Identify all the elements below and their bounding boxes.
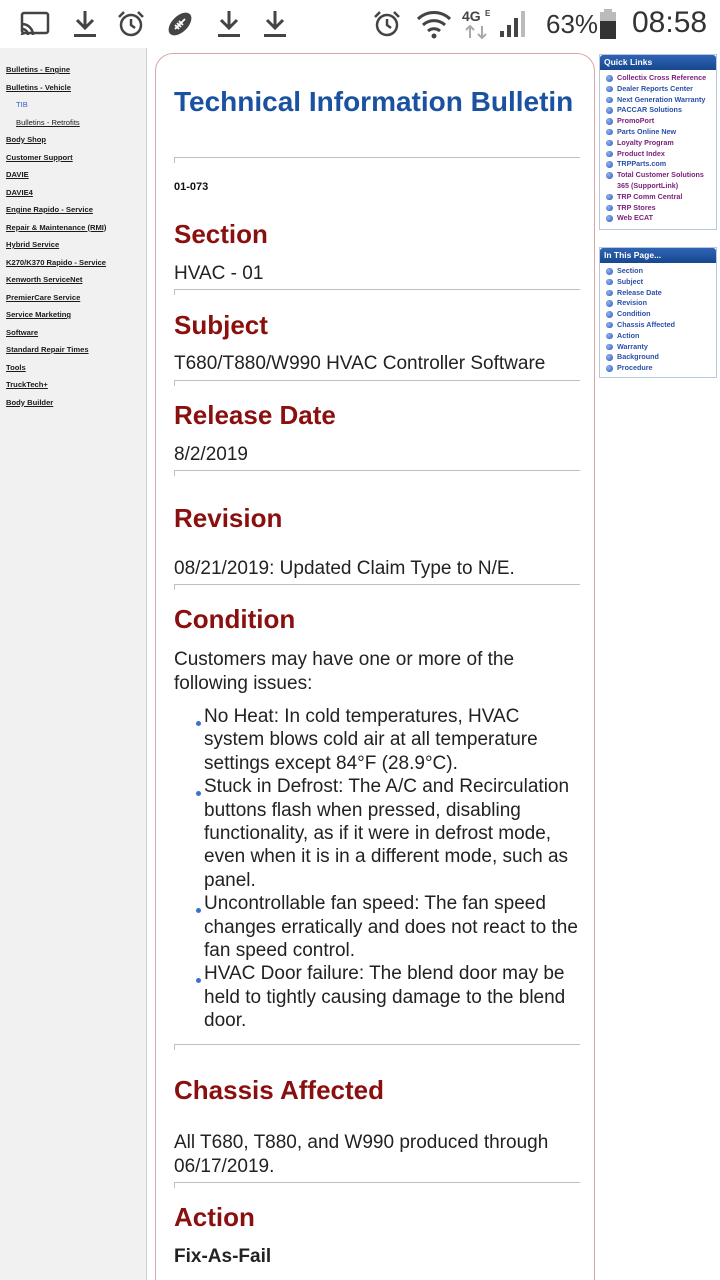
sidebar-item[interactable] (0, 223, 146, 241)
in-page-anchor-item[interactable] (604, 298, 714, 309)
in-page-anchor-link[interactable]: Condition (617, 309, 651, 319)
sidebar-link[interactable]: Bulletins - Retrofits (16, 117, 80, 127)
in-page-anchor-item[interactable] (604, 363, 714, 374)
bullet-icon (606, 300, 613, 307)
download-icon (262, 6, 288, 42)
in-page-anchor-link[interactable]: Chassis Affected (617, 319, 676, 329)
in-page-anchor-item[interactable] (604, 309, 714, 320)
quick-links-list (600, 70, 716, 228)
sidebar-link[interactable]: Customer Support (6, 152, 73, 162)
4g-icon (460, 6, 496, 42)
in-page-anchor-item[interactable] (604, 277, 714, 288)
divider (174, 1182, 580, 1188)
battery-percent: 63% (546, 9, 599, 39)
svg-text:E: E (485, 9, 491, 18)
bulletin-card (155, 53, 595, 1280)
quick-link-item[interactable] (604, 116, 714, 127)
download-icon (72, 6, 98, 42)
in-page-anchor-item[interactable] (604, 352, 714, 363)
signal-icon (498, 6, 528, 42)
condition-heading: Condition (174, 604, 296, 634)
sidebar-link[interactable]: Bulletins - Vehicle (6, 82, 71, 92)
quick-link-item[interactable] (604, 127, 714, 138)
condition-issue: Uncontrollable fan speed: The fan speed changes erratically and does not react to the fan speed control. (204, 892, 584, 962)
svg-text:4G: 4G (462, 8, 481, 24)
sidebar-link[interactable]: TruckTech+ (6, 380, 48, 389)
sidebar-item[interactable] (0, 83, 146, 101)
bullet-icon (606, 344, 613, 351)
quick-link[interactable]: PACCAR Solutions (617, 105, 682, 115)
quick-link-item[interactable] (604, 170, 714, 192)
quick-link-item[interactable] (604, 95, 714, 106)
action-heading: Action (174, 1202, 255, 1232)
football-icon (164, 6, 196, 42)
bullet-icon (606, 140, 613, 147)
condition-intro: Customers may have one or more of the following issues: (174, 649, 515, 694)
in-page-anchor-link[interactable]: Release Date (617, 287, 662, 297)
quick-link[interactable]: Parts Online New (617, 126, 677, 136)
sidebar-link[interactable]: Repair & Maintenance (RMI) (6, 222, 107, 232)
condition-issue-list (204, 705, 584, 1033)
release-date-value: 8/2/2019 (174, 444, 248, 465)
revision-heading: Revision (174, 503, 283, 533)
bullet-icon (606, 118, 613, 125)
quick-link[interactable]: Dealer Reports Center (617, 83, 693, 93)
bullet-icon (606, 354, 613, 361)
quick-link[interactable]: TRPParts.com (617, 159, 667, 169)
sidebar-item[interactable] (0, 398, 146, 416)
sidebar-link[interactable]: DAVIE (6, 170, 29, 179)
bullet-icon (606, 322, 613, 329)
sidebar-item[interactable] (0, 293, 146, 311)
bullet-icon (606, 205, 613, 212)
bullet-icon (606, 311, 613, 318)
quick-link[interactable]: Loyalty Program (617, 137, 674, 147)
quick-link-item[interactable] (604, 149, 714, 160)
sidebar-link[interactable]: Hybrid Service (6, 240, 60, 249)
in-page-anchor-link[interactable]: Revision (617, 298, 647, 308)
in-this-page-title: In This Page... (600, 248, 716, 263)
bullet-icon (606, 107, 613, 114)
bullet-icon (606, 172, 613, 179)
bullet-icon (606, 75, 613, 82)
cast-icon (20, 6, 50, 42)
bullet-icon (606, 86, 613, 93)
quick-link[interactable]: TRP Stores (617, 202, 656, 212)
sidebar-link[interactable]: K270/K370 Rapido - Service (6, 257, 107, 267)
sidebar-link[interactable]: Tools (6, 362, 26, 372)
sidebar-link[interactable]: Engine Rapido - Service (6, 205, 93, 214)
bullet-icon (606, 290, 613, 297)
sidebar-link[interactable]: Software (6, 327, 39, 337)
chassis-heading: Chassis Affected (174, 1075, 384, 1105)
sidebar-item[interactable] (0, 118, 146, 136)
page-title: Technical Information Bulletin (174, 86, 574, 117)
bullet-icon (606, 365, 613, 372)
divider (174, 157, 580, 163)
quick-link-item[interactable] (604, 84, 714, 95)
sidebar-link[interactable]: Body Shop (6, 135, 47, 144)
in-page-anchor-item[interactable] (604, 320, 714, 331)
in-page-anchor-item[interactable] (604, 331, 714, 342)
quick-links-panel (599, 54, 717, 230)
left-nav-list (0, 48, 146, 415)
sidebar-link[interactable]: PremierCare Service (6, 292, 81, 302)
quick-link[interactable]: Next Generation Warranty (617, 94, 706, 104)
sidebar-item[interactable] (0, 275, 146, 293)
sidebar-link[interactable]: Bulletins - Engine (6, 65, 71, 74)
quick-link-item[interactable] (604, 213, 714, 224)
quick-link-item[interactable] (604, 203, 714, 214)
sidebar-item[interactable] (0, 205, 146, 223)
quick-link-item[interactable] (604, 159, 714, 170)
alarm-icon (372, 6, 402, 42)
section-value: HVAC - 01 (174, 263, 264, 284)
in-this-page-panel (599, 247, 717, 378)
release-date-heading: Release Date (174, 400, 336, 430)
sidebar-item[interactable] (0, 135, 146, 153)
sidebar-link[interactable]: Body Builder (6, 397, 54, 407)
bullet-icon (606, 268, 613, 275)
sidebar-item[interactable] (0, 310, 146, 328)
in-page-anchor-link[interactable]: Subject (617, 276, 643, 286)
sidebar-link[interactable]: TIB (16, 100, 28, 109)
bullet-icon (606, 129, 613, 136)
left-nav-sidebar (0, 48, 147, 1280)
bullet-icon (606, 194, 613, 201)
quick-link[interactable]: TRP Comm Central (617, 191, 683, 201)
divider (174, 1044, 580, 1050)
bulletin-number: 01-073 (174, 181, 209, 193)
condition-issue: No Heat: In cold temperatures, HVAC system blows cold air at all temperature settings except 84°F (28.9°C). (204, 705, 584, 775)
wifi-icon (416, 6, 452, 42)
in-page-anchor-item[interactable] (604, 342, 714, 353)
condition-issue: Stuck in Defrost: The A/C and Recirculation buttons flash when pressed, disabling functionality, as if it were in defrost mode, even when it is in a different mode, such as panel. (204, 775, 584, 892)
sidebar-link[interactable]: Service Marketing (6, 310, 71, 319)
sidebar-item[interactable] (0, 328, 146, 346)
action-value: Fix-As-Fail (174, 1246, 272, 1267)
bullet-icon (606, 279, 613, 286)
in-page-anchor-link[interactable]: Action (617, 330, 640, 340)
divider (174, 584, 580, 590)
condition-issue: HVAC Door failure: The blend door may be held to tightly causing damage to the blend door. (204, 962, 584, 1032)
sidebar-item[interactable] (0, 240, 146, 258)
quick-link-item[interactable] (604, 192, 714, 203)
sidebar-link[interactable]: Kenworth ServiceNet (6, 275, 83, 284)
battery-icon (598, 6, 618, 42)
status-bar (0, 0, 720, 48)
sidebar-item[interactable] (0, 345, 146, 363)
in-page-anchor-link[interactable]: Section (617, 266, 643, 275)
subject-heading: Subject (174, 310, 268, 340)
revision-value: 08/21/2019: Updated Claim Type to N/E. (174, 558, 515, 579)
sidebar-item[interactable] (0, 363, 146, 381)
sidebar-item[interactable] (0, 188, 146, 206)
divider (174, 380, 580, 386)
quick-link-item[interactable] (604, 105, 714, 116)
in-page-anchor-link[interactable]: Background (617, 352, 659, 362)
clock: 08:58 (632, 6, 708, 39)
divider (174, 289, 580, 295)
download-icon (216, 6, 242, 42)
quick-link[interactable]: Collectix Cross Reference (617, 73, 707, 82)
sidebar-item[interactable] (0, 65, 146, 83)
quick-link[interactable]: Web ECAT (617, 213, 654, 223)
section-heading: Section (174, 219, 268, 249)
sidebar-link[interactable]: DAVIE4 (6, 187, 33, 197)
quick-link[interactable]: Product Index (617, 148, 665, 158)
sidebar-item[interactable] (0, 100, 146, 118)
divider (174, 470, 580, 476)
sidebar-item[interactable] (0, 153, 146, 171)
in-page-anchor-link[interactable]: Procedure (617, 363, 653, 373)
in-page-anchor-item[interactable] (604, 266, 714, 277)
bullet-icon (606, 151, 613, 158)
subject-value: T680/T880/W990 HVAC Controller Software (174, 353, 546, 374)
bullet-icon (606, 215, 613, 222)
sidebar-link[interactable]: Standard Repair Times (6, 345, 89, 354)
quick-link[interactable]: PromoPort (617, 116, 655, 126)
sidebar-item[interactable] (0, 380, 146, 398)
sidebar-item[interactable] (0, 258, 146, 276)
bullet-icon (606, 333, 613, 340)
alarm-icon (116, 6, 146, 42)
quick-links-title: Quick Links (600, 55, 716, 70)
in-this-page-list (600, 263, 716, 378)
quick-link-item[interactable] (604, 138, 714, 149)
quick-link-item[interactable] (604, 73, 714, 84)
in-page-anchor-link[interactable]: Warranty (617, 341, 648, 351)
bullet-icon (606, 97, 613, 104)
sidebar-item[interactable] (0, 170, 146, 188)
bullet-icon (606, 161, 613, 168)
quick-link[interactable]: Total Customer Solutions 365 (SupportLink) (617, 170, 704, 190)
in-page-anchor-item[interactable] (604, 288, 714, 299)
chassis-value: All T680, T880, and W990 produced through 06/17/2019. (174, 1132, 549, 1177)
